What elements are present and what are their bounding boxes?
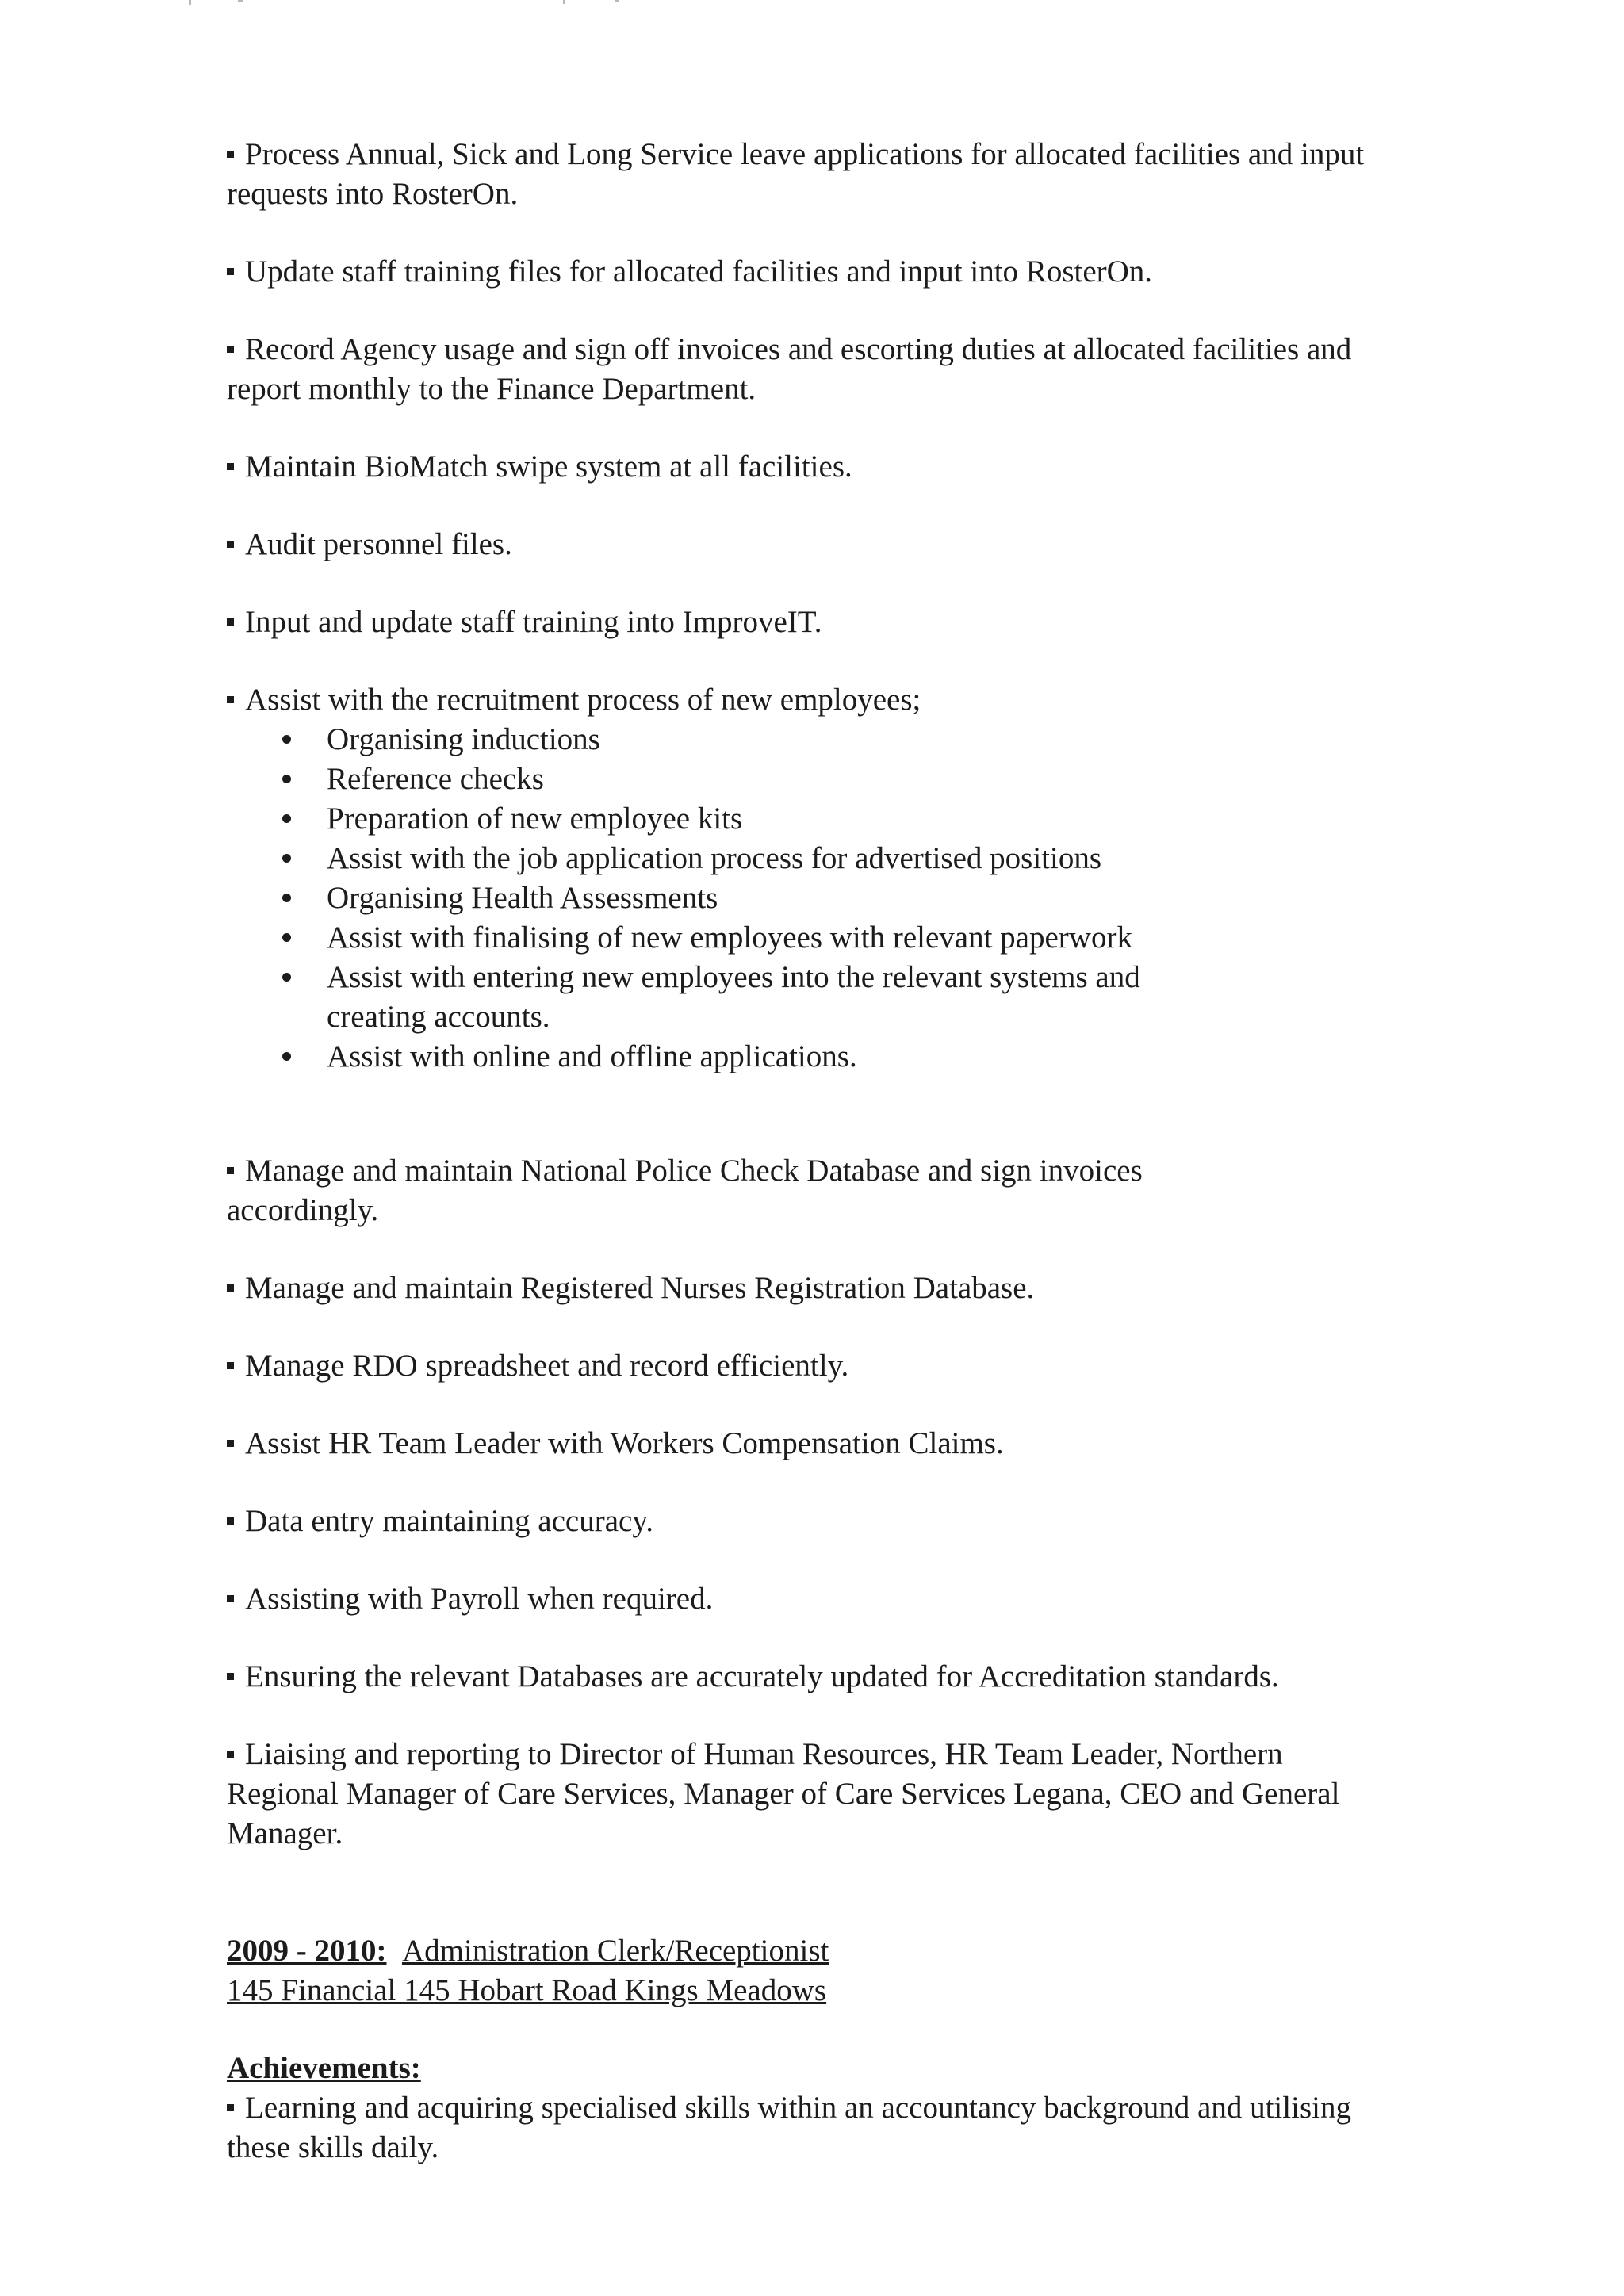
round-bullet-icon xyxy=(282,854,291,863)
job-entry xyxy=(227,1931,1392,2168)
round-bullet-icon xyxy=(282,814,291,823)
list-item: Preparation of new employee kits xyxy=(227,799,1392,839)
square-bullet-icon xyxy=(227,1167,234,1174)
round-bullet-icon xyxy=(282,933,291,942)
duties-list-top xyxy=(227,135,1392,720)
duty-item: Data entry maintaining accuracy. xyxy=(227,1502,1392,1541)
round-bullet-icon xyxy=(282,775,291,783)
job-organisation: 145 Financial 145 Hobart Road Kings Meadows xyxy=(227,1973,827,2007)
spacer xyxy=(227,1115,1392,1151)
duty-item: Record Agency usage and sign off invoices and escorting duties at allocated facilities and report monthly to the Finance Department. xyxy=(227,332,1352,406)
job-title: Administration Clerk/Receptionist xyxy=(401,1934,829,1968)
duty-item: Update staff training files for allocated facilities and input into RosterOn. xyxy=(227,252,1392,292)
duty-item: Assisting with Payroll when required. xyxy=(227,1579,1392,1619)
achievement-item: Learning and acquiring specialised skills within an accountancy background and utilising these skills daily. xyxy=(227,2091,1351,2164)
list-item: Organising inductions xyxy=(227,720,1392,760)
recruitment-sublist xyxy=(227,720,1392,1077)
list-item: Assist with the job application process for advertised positions xyxy=(227,839,1392,878)
scan-artifact xyxy=(563,0,565,4)
square-bullet-icon xyxy=(227,1362,234,1369)
duty-item: Maintain BioMatch swipe system at all facilities. xyxy=(227,447,1392,487)
duty-item: Input and update staff training into ImproveIT. xyxy=(227,603,1392,642)
square-bullet-icon xyxy=(227,2104,234,2111)
duty-item: Manage RDO spreadsheet and record efficiently. xyxy=(227,1346,1392,1386)
square-bullet-icon xyxy=(227,1440,234,1447)
scan-artifact xyxy=(238,0,243,2)
square-bullet-icon xyxy=(227,1751,234,1758)
duty-item: Process Annual, Sick and Long Service leave applications for allocated facilities and input requests into RosterOn. xyxy=(227,137,1365,211)
list-item: Assist with finalising of new employees with relevant paperwork xyxy=(227,918,1392,958)
square-bullet-icon xyxy=(227,151,234,158)
duty-item: Ensuring the relevant Databases are accurately updated for Accreditation standards. xyxy=(227,1657,1392,1697)
square-bullet-icon xyxy=(227,1673,234,1680)
job-years: 2009 - 2010: xyxy=(227,1934,387,1968)
duty-item: Assist with the recruitment process of new employees; xyxy=(227,680,1392,720)
round-bullet-icon xyxy=(282,973,291,982)
square-bullet-icon xyxy=(227,1284,234,1292)
square-bullet-icon xyxy=(227,618,234,626)
list-item: Assist with entering new employees into the relevant systems and creating accounts. xyxy=(227,958,1392,1037)
square-bullet-icon xyxy=(227,268,234,275)
scan-artifact xyxy=(615,0,619,2)
square-bullet-icon xyxy=(227,1595,234,1602)
duty-item: Liaising and reporting to Director of Human Resources, HR Team Leader, Northern Regional Manager of Care Services, Manager of Care Services Legana, CEO and General Manager. xyxy=(227,1737,1340,1850)
square-bullet-icon xyxy=(227,346,234,353)
list-item: Reference checks xyxy=(227,760,1392,799)
square-bullet-icon xyxy=(227,541,234,548)
square-bullet-icon xyxy=(227,1517,234,1525)
duty-item: Manage and maintain National Police Check Database and sign invoices accordingly. xyxy=(227,1154,1143,1227)
job-heading xyxy=(227,1931,1392,1971)
square-bullet-icon xyxy=(227,696,234,703)
spacer xyxy=(227,1892,1392,1931)
list-item: Assist with online and offline applications. xyxy=(227,1037,1392,1077)
achievements-heading: Achievements: xyxy=(227,2051,421,2085)
round-bullet-icon xyxy=(282,894,291,902)
duty-item: Manage and maintain Registered Nurses Registration Database. xyxy=(227,1269,1392,1308)
document-page xyxy=(227,135,1392,2206)
round-bullet-icon xyxy=(282,735,291,744)
round-bullet-icon xyxy=(282,1052,291,1061)
scan-artifact xyxy=(189,0,191,5)
duty-item: Assist HR Team Leader with Workers Compensation Claims. xyxy=(227,1424,1392,1464)
list-item: Organising Health Assessments xyxy=(227,878,1392,918)
duty-item: Audit personnel files. xyxy=(227,525,1392,564)
duties-list-bottom xyxy=(227,1151,1392,1854)
square-bullet-icon xyxy=(227,463,234,470)
